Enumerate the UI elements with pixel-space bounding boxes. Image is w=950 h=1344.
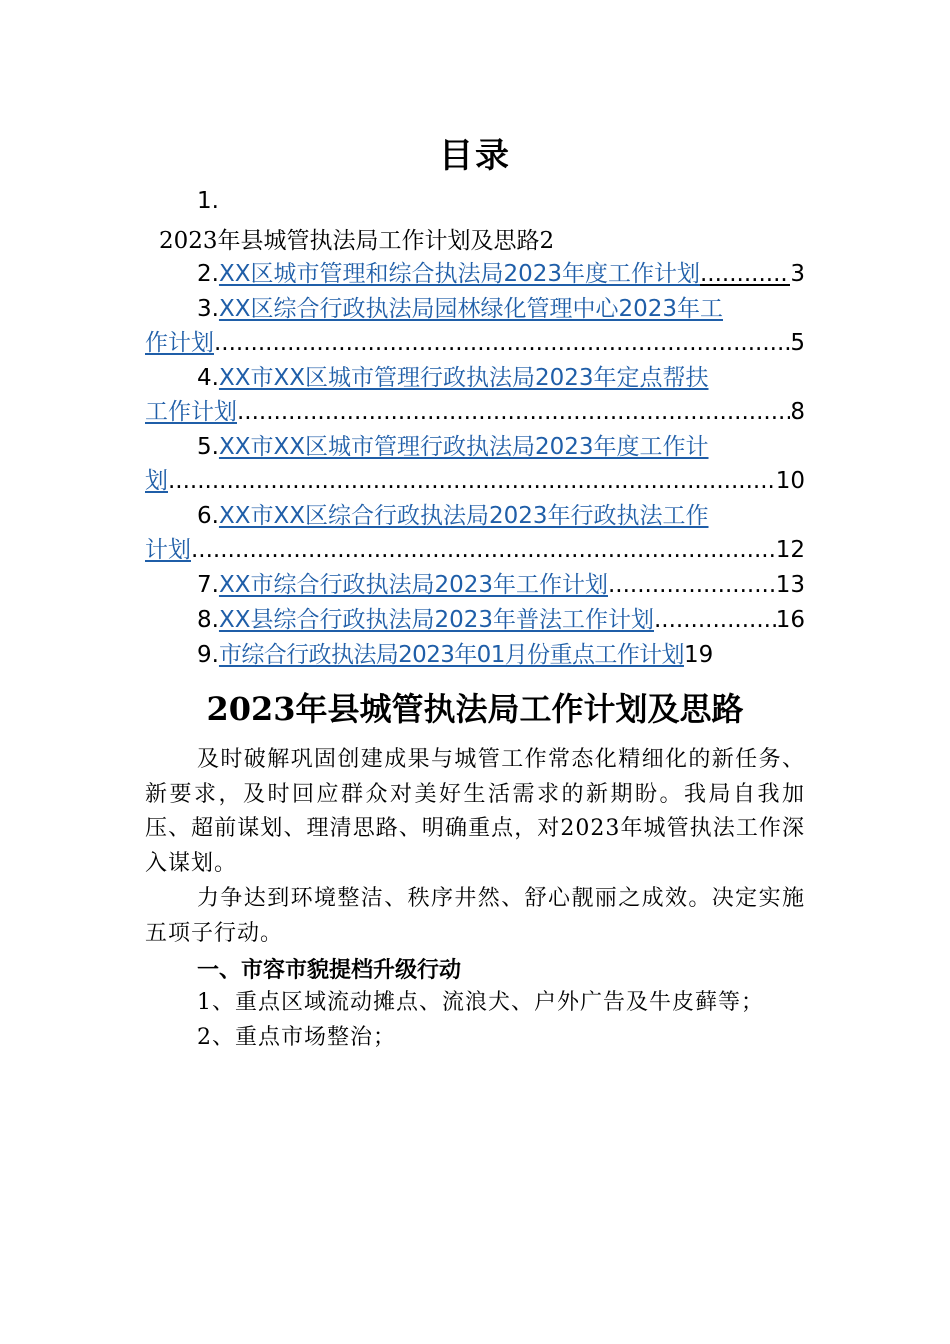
toc-item-number: 9. bbox=[197, 642, 219, 668]
toc-title: 目录 bbox=[439, 136, 511, 176]
article-title: 2023年县城管执法局工作计划及思路 bbox=[206, 690, 744, 728]
toc-leader-dots bbox=[700, 257, 790, 291]
toc-page-number: 19 bbox=[683, 642, 714, 668]
toc-item-link[interactable]: XX市综合行政执法局2023年工作计划 bbox=[218, 572, 608, 598]
toc-item-link[interactable]: 市综合行政执法局2023年01月份重点工作计划 bbox=[218, 642, 684, 668]
toc-item-number: 6. bbox=[197, 503, 219, 529]
toc-item-8[interactable] bbox=[145, 603, 805, 637]
toc-item-9[interactable] bbox=[145, 638, 805, 672]
toc-item-4[interactable] bbox=[145, 361, 805, 395]
paragraph-1: 及时破解巩固创建成果与城管工作常态化精细化的新任务、新要求，及时回应群众对美好生活需求的新期盼。我局自我加压、超前谋划、理清思路、明确重点，对2023年城管执法工作深入谋划。 bbox=[145, 747, 805, 876]
toc-page-number: 3 bbox=[790, 261, 805, 287]
list-item-1: 1、重点区域流动摊点、流浪犬、户外广告及牛皮藓等； bbox=[197, 990, 764, 1015]
toc-item-number: 3. bbox=[197, 296, 219, 322]
toc-item-number: 8. bbox=[197, 607, 219, 633]
toc-item-link[interactable]: XX县综合行政执法局2023年普法工作计划 bbox=[218, 607, 654, 633]
toc-item-6[interactable] bbox=[145, 499, 805, 533]
toc-item-number: 2. bbox=[197, 261, 219, 287]
toc-item-3-cont[interactable] bbox=[145, 326, 805, 360]
section-heading-1: 一、市容市貌提档升级行动 bbox=[197, 958, 462, 983]
toc-item-number: 7. bbox=[197, 572, 219, 598]
toc-item-1-number: 1. bbox=[197, 188, 219, 214]
toc-leader-dots bbox=[654, 603, 776, 637]
toc-leader-dots bbox=[237, 395, 790, 429]
toc-item-5[interactable] bbox=[145, 430, 805, 464]
toc-item-6-cont[interactable] bbox=[145, 533, 805, 567]
toc-item-link[interactable]: XX区城市管理和综合执法局2023年度工作计划 bbox=[218, 261, 700, 287]
toc-item-link[interactable]: XX市XX区城市管理行政执法局2023年度工作计 bbox=[218, 434, 709, 460]
toc-page-number: 8 bbox=[790, 399, 805, 425]
toc-page-number: 5 bbox=[790, 330, 805, 356]
toc-item-link[interactable]: 划 bbox=[145, 468, 168, 494]
toc-page-number: 16 bbox=[775, 607, 805, 633]
toc-item-7[interactable] bbox=[145, 568, 805, 602]
toc-page-number: 13 bbox=[775, 572, 805, 598]
toc-item-3[interactable] bbox=[145, 292, 805, 326]
toc-item-link[interactable]: XX市XX区综合行政执法局2023年行政执法工作 bbox=[218, 503, 709, 529]
toc-item-link[interactable]: 工作计划 bbox=[145, 399, 237, 425]
toc-item-2[interactable] bbox=[145, 257, 805, 291]
toc-item-number: 4. bbox=[197, 365, 219, 391]
toc-item-link[interactable]: XX区综合行政执法局园林绿化管理中心2023年工 bbox=[218, 296, 723, 322]
toc-leader-dots bbox=[168, 464, 776, 498]
toc-item-5-cont[interactable] bbox=[145, 464, 805, 498]
toc-leader-dots bbox=[214, 326, 790, 360]
list-item-2: 2、重点市场整治； bbox=[197, 1025, 396, 1050]
toc-leader-dots bbox=[191, 533, 776, 567]
toc-item-4-cont[interactable] bbox=[145, 395, 805, 429]
toc-leader-dots bbox=[608, 568, 776, 602]
toc-item-link[interactable]: 计划 bbox=[145, 537, 191, 563]
toc-item-1-text: 2023年县城管执法局工作计划及思路2 bbox=[159, 228, 555, 254]
toc-item-link[interactable]: XX市XX区城市管理行政执法局2023年定点帮扶 bbox=[218, 365, 709, 391]
toc-item-number: 5. bbox=[197, 434, 219, 460]
toc-item-link[interactable]: 作计划 bbox=[145, 330, 214, 356]
paragraph-2: 力争达到环境整洁、秩序井然、舒心靓丽之成效。决定实施五项子行动。 bbox=[145, 886, 805, 946]
toc-page-number: 10 bbox=[775, 468, 805, 494]
toc-page-number: 12 bbox=[775, 537, 805, 563]
